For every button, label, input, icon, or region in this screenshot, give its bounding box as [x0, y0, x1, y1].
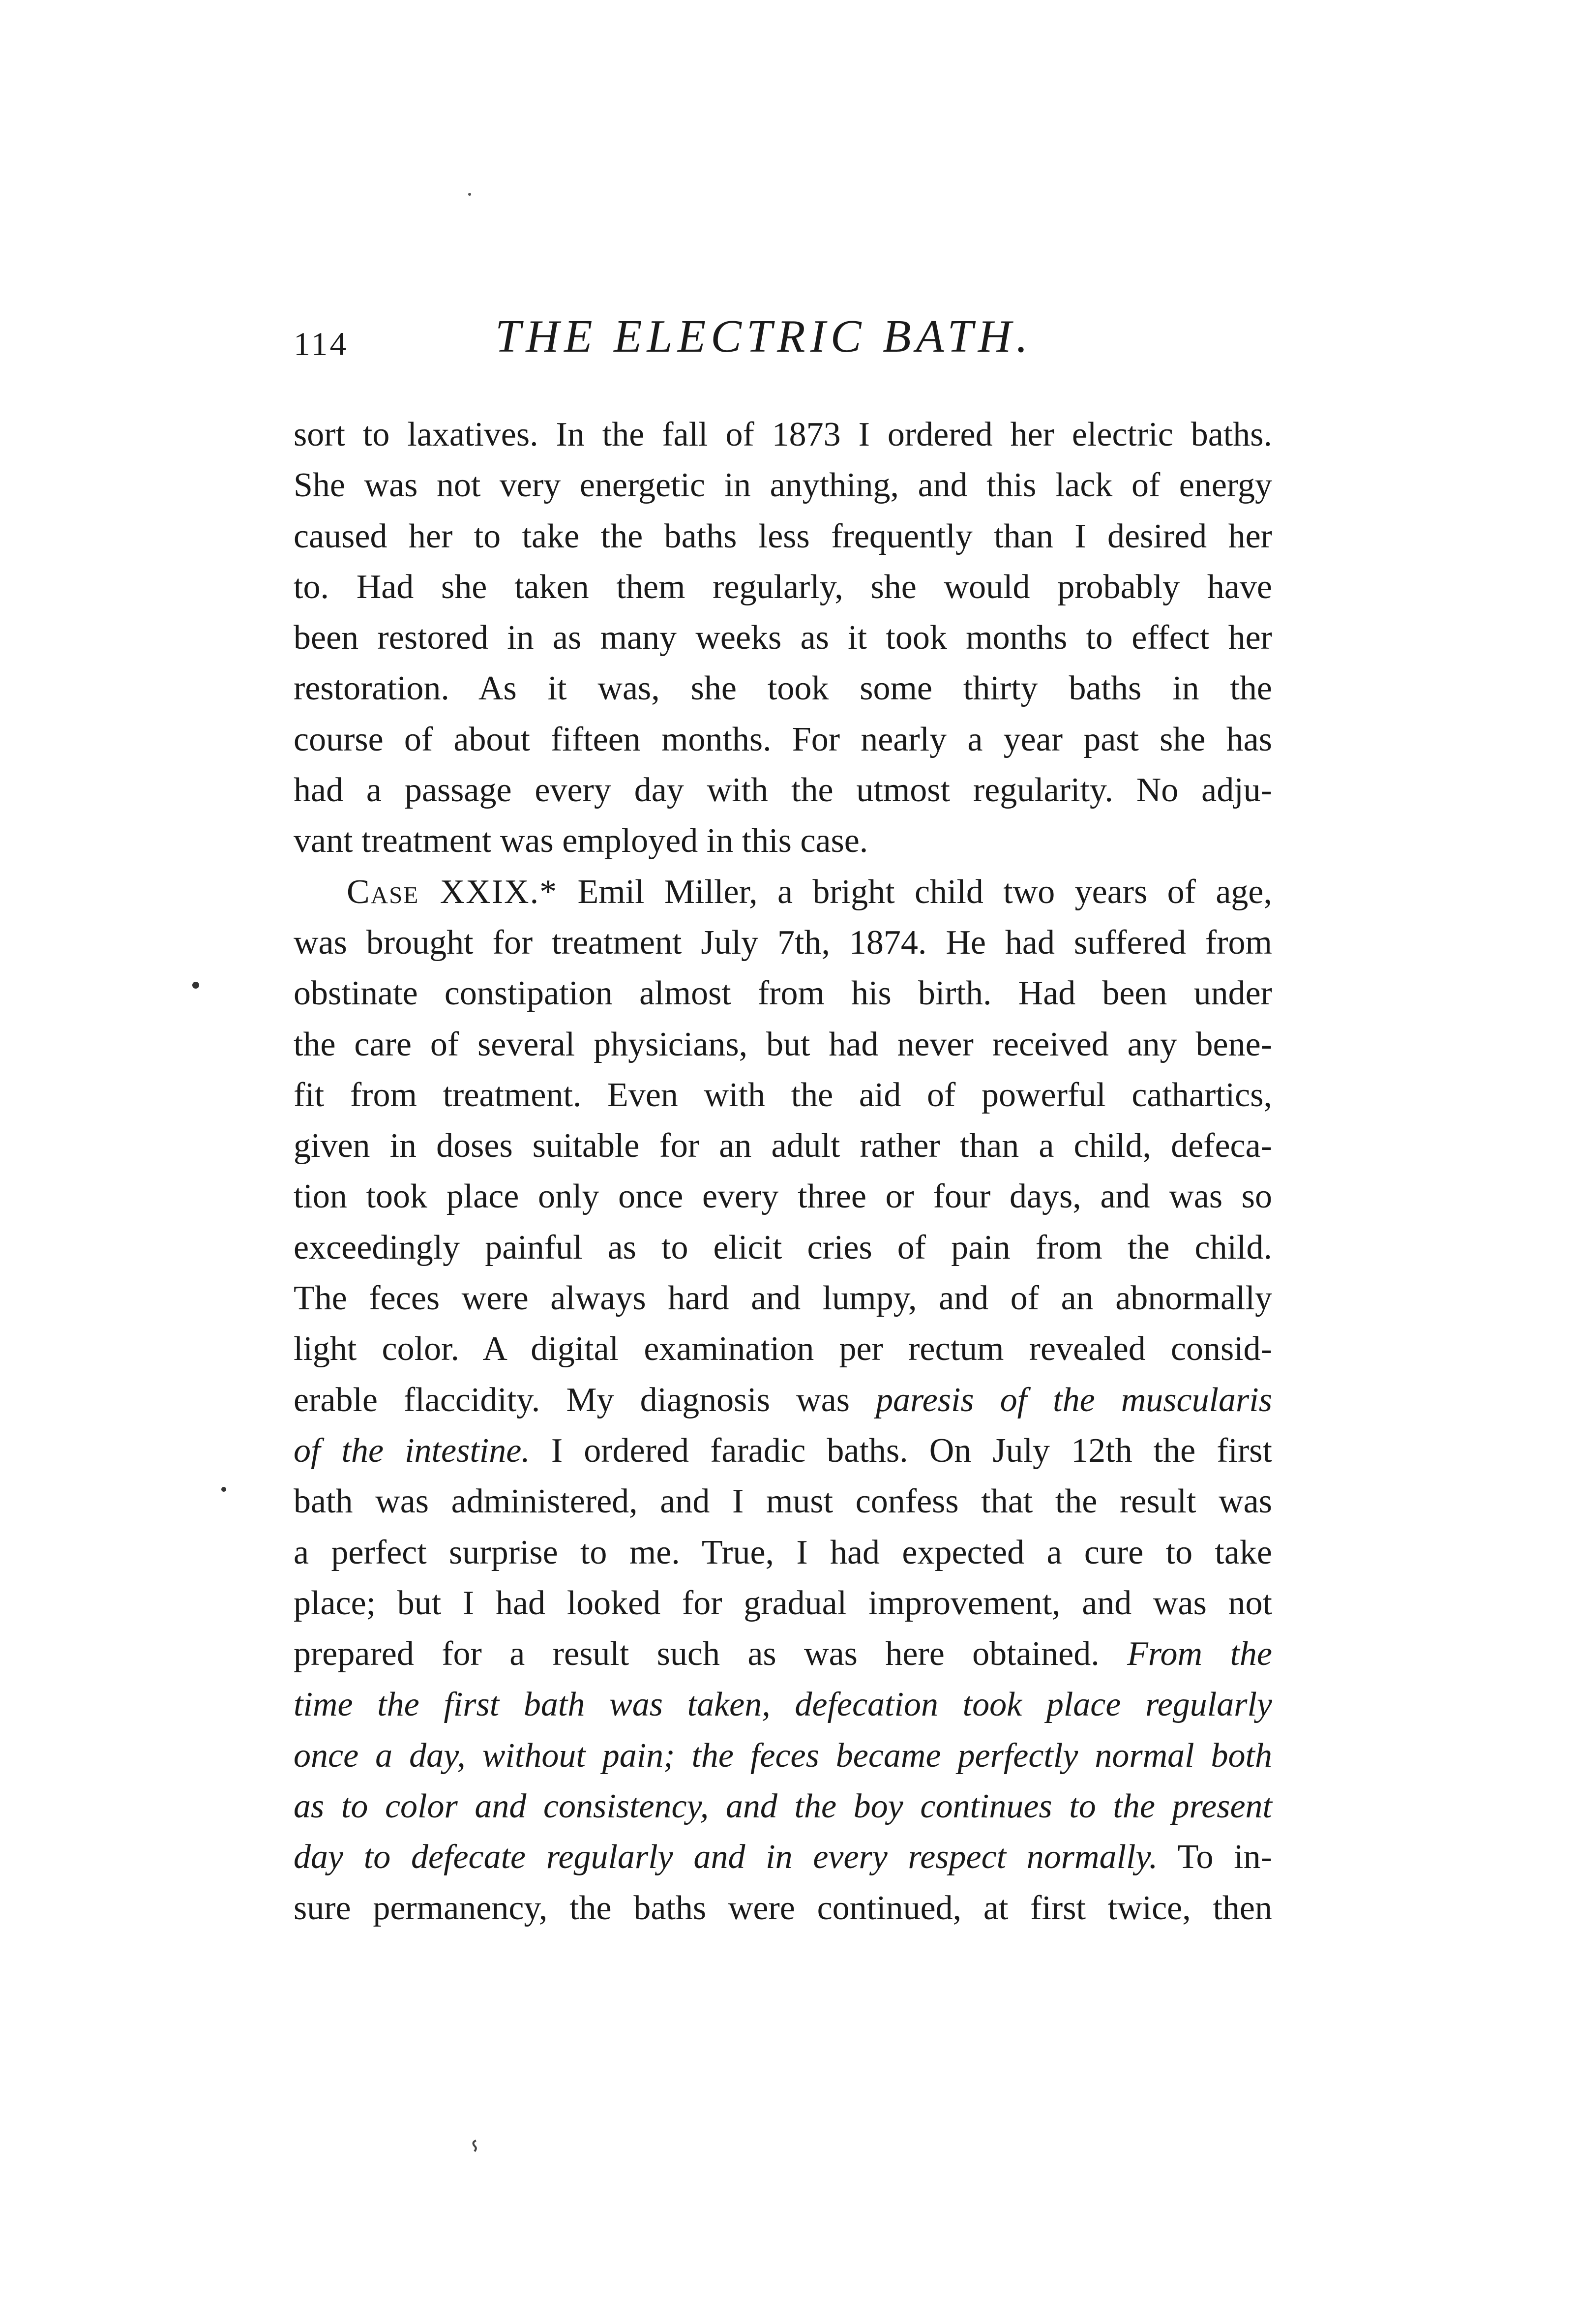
italic-run: paresis of the muscularis	[876, 1381, 1272, 1419]
text-line: caused her to take the baths less frequently than I desired her	[294, 517, 1272, 555]
text-line: given in doses suitable for an adult rather than a child, defeca-	[294, 1127, 1272, 1165]
text-line: was brought for treatment July 7th, 1874. He had suffered from	[294, 923, 1272, 962]
text-line	[294, 1375, 1272, 1425]
text-line: been restored in as many weeks as it took months to effect her	[294, 619, 1272, 657]
text-line: the care of several physicians, but had never received any bene-	[294, 1025, 1272, 1063]
text-line	[294, 1425, 1272, 1476]
text-line: sure permanency, the baths were continued, at first twice, then	[294, 1889, 1272, 1927]
text-line: She was not very energetic in anything, and this lack of energy	[294, 466, 1272, 505]
text-run: prepared for a result such as was here obtained.	[294, 1635, 1128, 1673]
body-text	[294, 409, 1272, 1933]
running-head: THE ELECTRIC BATH.	[495, 311, 1033, 362]
text-line: fit from treatment. Even with the aid of powerful cathartics,	[294, 1076, 1272, 1114]
text-line: light color. A digital examination per rectum revealed consid-	[294, 1330, 1272, 1368]
text-line: had a passage every day with the utmost regularity. No adju-	[294, 771, 1272, 810]
text-line: place; but I had looked for gradual improvement, and was not	[294, 1584, 1272, 1622]
page-header	[294, 305, 1277, 369]
text-line: tion took place only once every three or four days, and was so	[294, 1177, 1272, 1216]
text-run: Emil Miller, a bright child two years of age,	[558, 873, 1272, 911]
text-line-italic: as to color and consistency, and the boy continues to the present	[294, 1787, 1272, 1826]
text-run: I ordered faradic baths. On July 12th the first	[530, 1431, 1272, 1470]
text-line	[294, 867, 1272, 917]
case-label: Case XXIX.*	[347, 873, 558, 911]
text-line: The feces were always hard and lumpy, and of an abnormally	[294, 1279, 1272, 1318]
text-line: bath was administered, and I must confess that the result was	[294, 1482, 1272, 1521]
text-line	[294, 1629, 1272, 1679]
text-line: restoration. As it was, she took some thirty baths in the	[294, 669, 1272, 708]
text-line: obstinate constipation almost from his birth. Had been under	[294, 974, 1272, 1013]
text-line: vant treatment was employed in this case.	[294, 822, 868, 860]
text-line	[294, 1832, 1272, 1882]
text-line: exceedingly painful as to elicit cries of pain from the child.	[294, 1228, 1272, 1267]
italic-run: day to defecate regularly and in every respect normally.	[294, 1838, 1158, 1876]
text-run: erable flaccidity. My diagnosis was	[294, 1381, 876, 1419]
text-line-italic: time the first bath was taken, defecation took place regularly	[294, 1686, 1272, 1724]
text-run: To in-	[1158, 1838, 1272, 1876]
italic-run: of the intestine.	[294, 1431, 530, 1470]
page-number: 114	[294, 325, 349, 362]
text-line-italic: once a day, without pain; the feces became perfectly normal both	[294, 1736, 1272, 1775]
text-line: to. Had she taken them regularly, she would probably have	[294, 568, 1272, 606]
text-line: a perfect surprise to me. True, I had expected a cure to take	[294, 1533, 1272, 1571]
text-line: sort to laxatives. In the fall of 1873 I ordered her electric baths.	[294, 416, 1272, 453]
italic-run: From the	[1127, 1635, 1272, 1673]
text-line: course of about fifteen months. For nearly a year past she has	[294, 720, 1272, 758]
